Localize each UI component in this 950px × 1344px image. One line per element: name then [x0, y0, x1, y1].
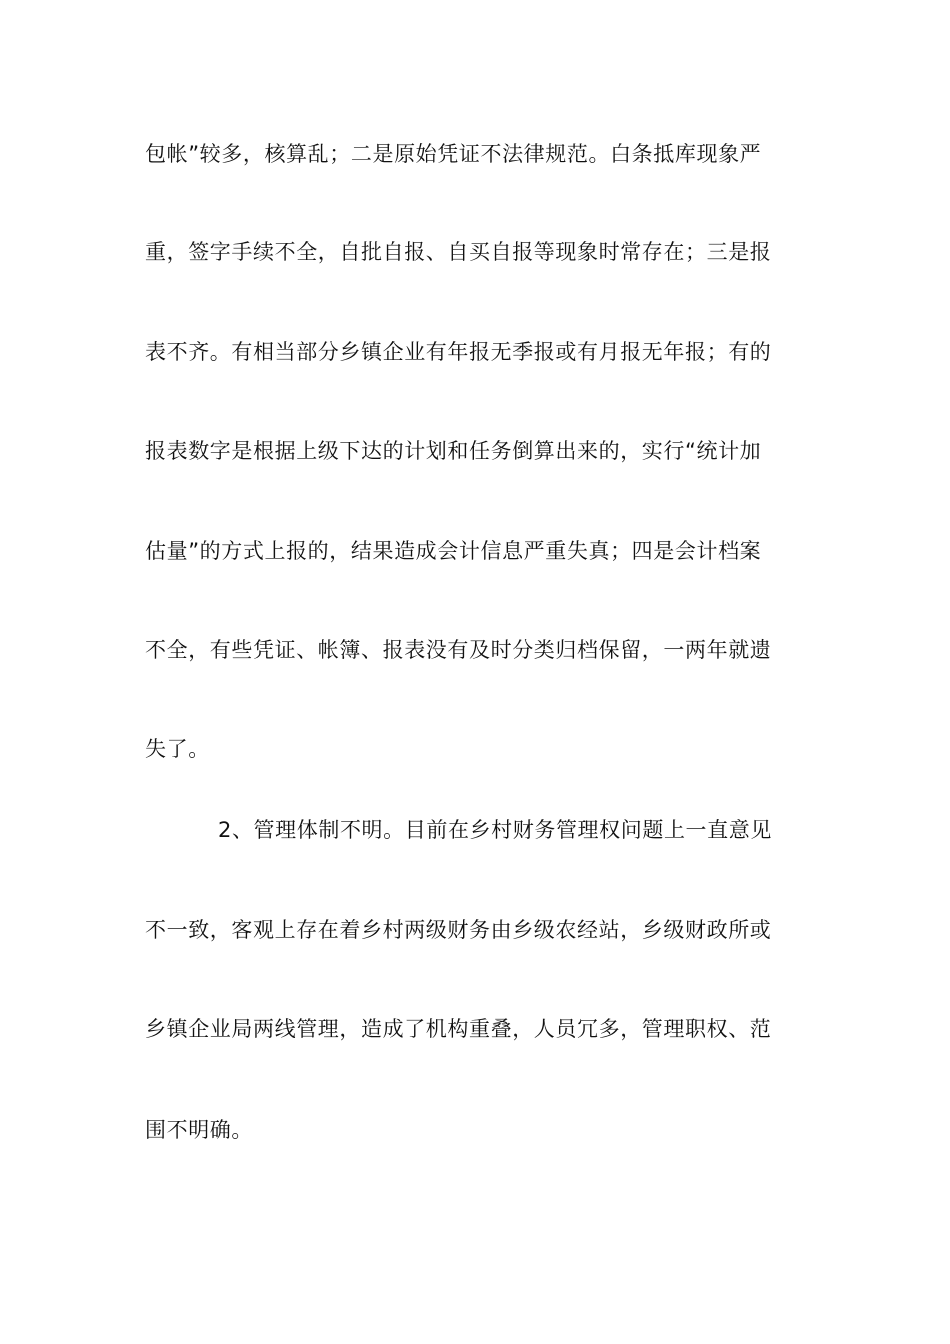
- paragraph-line: 包帐”较多，核算乱；二是原始凭证不法律规范。白条抵库现象严: [145, 142, 762, 166]
- paragraph-line: 重，签字手续不全，自批自报、自买自报等现象时常存在；三是报: [145, 240, 772, 264]
- paragraph-line: 表不齐。有相当部分乡镇企业有年报无季报或有月报无年报；有的: [145, 340, 772, 364]
- paragraph-line: 估量”的方式上报的，结果造成会计信息严重失真；四是会计档案: [145, 539, 762, 563]
- paragraph-line: 乡镇企业局两线管理，造成了机构重叠，人员冗多，管理职权、范: [145, 1017, 772, 1041]
- paragraph-line: 围不明确。: [145, 1118, 253, 1142]
- paragraph-line: 不一致，客观上存在着乡村两级财务由乡级农经站，乡级财政所或: [145, 918, 772, 942]
- paragraph-line: 失了。: [145, 737, 210, 761]
- section-heading-line: 2、管理体制不明。目前在乡村财务管理权问题上一直意见: [218, 818, 772, 842]
- paragraph-line: 报表数字是根据上级下达的计划和任务倒算出来的，实行“统计加: [145, 439, 762, 463]
- paragraph-line: 不全，有些凭证、帐簿、报表没有及时分类归档保留，一两年就遗: [145, 638, 772, 662]
